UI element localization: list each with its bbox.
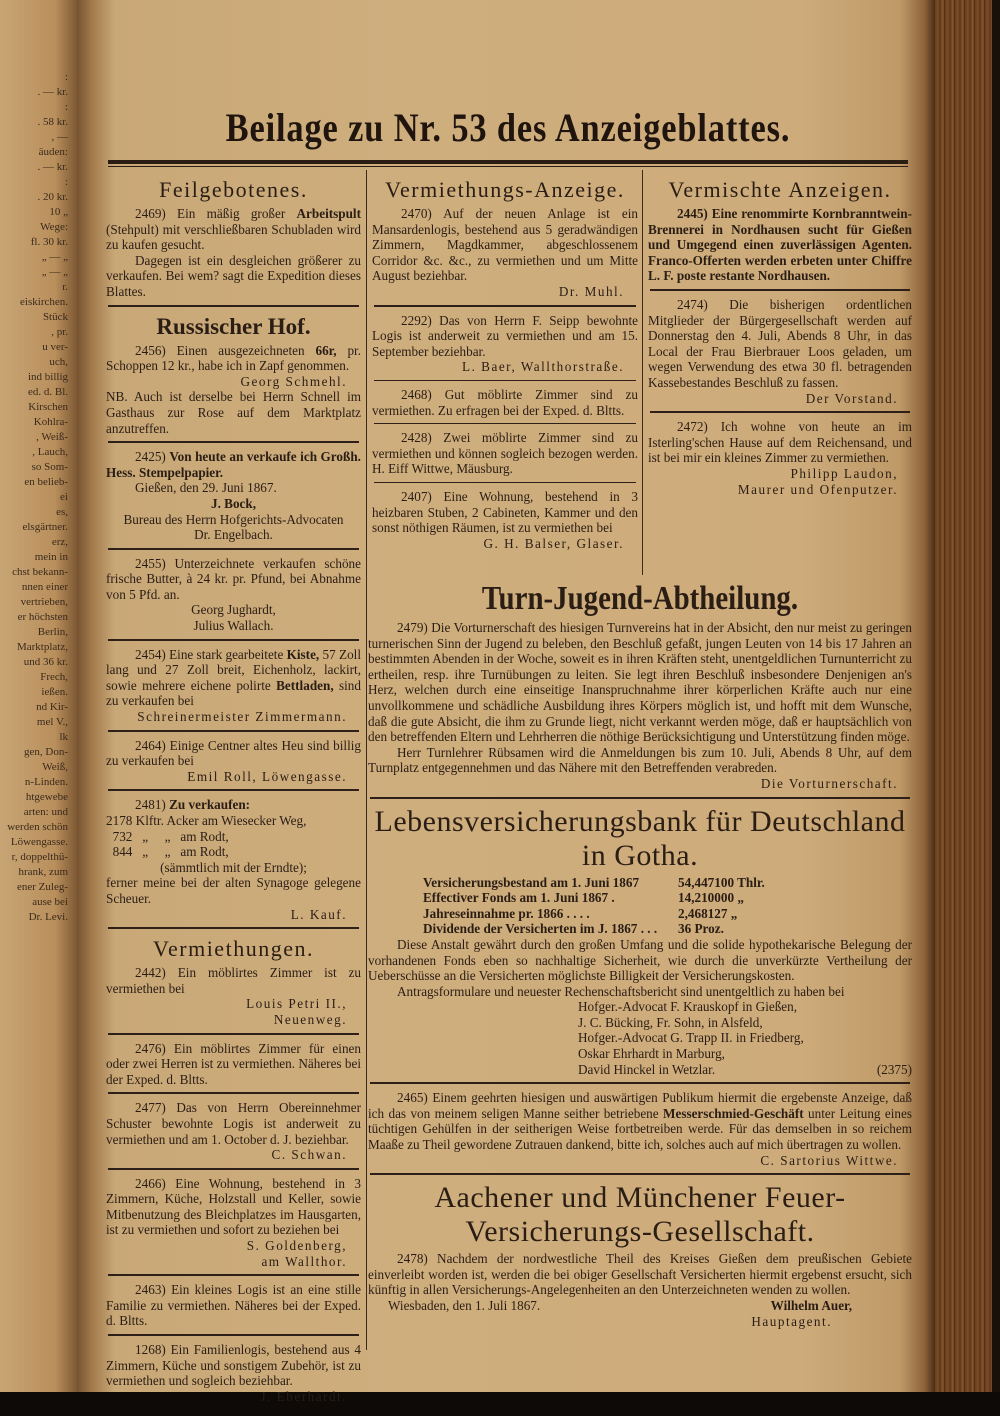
text-run: Gießen, den 29. Juni 1867.	[135, 480, 277, 496]
margin-fragment: er höchsten	[17, 611, 68, 623]
bold-text: Arbeitspult	[296, 206, 361, 221]
agent-line: Hofger.-Advocat F. Krauskopf in Gießen,	[578, 999, 798, 1015]
signature-line: G. H. Balser, Glaser.	[483, 535, 624, 551]
divider-rule	[108, 548, 359, 550]
advertisement	[372, 206, 638, 300]
advertisement	[372, 313, 638, 375]
margin-fragment: ener Zuleg-	[17, 881, 68, 893]
signature-line: Emil Roll, Löwengasse.	[187, 768, 347, 784]
table-row	[423, 921, 912, 937]
margin-fragment: :	[64, 71, 68, 83]
section-heading: Lebensversicherungsbank für Deutschland in Gotha.	[374, 804, 906, 872]
divider-rule	[108, 730, 359, 732]
text-run: 2477) Das von Herrn Obereinnehmer Schuster bewohnte Logis ist anderweit zu vermiethen und am 1. October d. J. beziehbar.	[106, 1100, 361, 1147]
divider-rule	[108, 639, 359, 641]
dateline: Wiesbaden, den 1. Juli 1867.	[388, 1298, 541, 1313]
ad-paragraph	[372, 489, 638, 536]
signature-line: Bureau des Herrn Hofgerichts-Advocaten	[123, 511, 344, 527]
advertisement	[106, 343, 361, 390]
column-divider	[366, 170, 367, 1350]
advertisement	[106, 1176, 361, 1270]
listing-line: 844 „ „ am Rodt,	[106, 844, 229, 860]
text-run: Herr Turnlehrer Rübsamen wird die Anmeldungen bis zum 10. Juli, Abends 8 Uhr, auf dem Turnplatz entgegennehmen und das Nähere mit den Betreffenden verabreden.	[368, 744, 912, 776]
margin-fragment: Frech,	[40, 671, 68, 683]
text-run: pr. Schoppen 12 kr., habe ich in Zapf genommen.	[106, 342, 361, 374]
signature-line: Die Vorturnerschaft.	[760, 775, 898, 791]
table-value: 2,468127 „	[678, 905, 738, 921]
reference-number: (2375)	[876, 1061, 912, 1077]
margin-fragment: es,	[56, 506, 68, 518]
divider-rule	[108, 1274, 359, 1276]
advertisement	[106, 738, 361, 785]
ad-paragraph	[106, 738, 361, 769]
margin-fragment: , Weiß-	[36, 431, 68, 443]
signature-line: Der Vorstand.	[805, 390, 898, 406]
ad-paragraph	[368, 745, 912, 776]
title-rule-thin	[108, 166, 908, 167]
signature-line: J. Eberhardt.	[260, 1388, 347, 1404]
table-label: Jahreseinnahme pr. 1866 . . . .	[423, 905, 590, 921]
section-heading: Vermiethungen.	[153, 936, 314, 962]
signature-line: Georg Jughardt,	[191, 602, 276, 618]
agent-line: J. C. Bücking, Fr. Sohn, in Alsfeld,	[578, 1014, 763, 1030]
signature-line: Neuenweg.	[273, 1011, 347, 1027]
margin-fragment: äuden:	[38, 146, 68, 158]
text-run: 2465) Einem geehrten hiesigen und auswärtigen Publikum hiermit die ergebenste Anzeige, daß ich das von meinem seligen Manne seither betriebene	[368, 1090, 912, 1121]
margin-fragment: uch,	[49, 356, 68, 368]
figures-table	[423, 875, 912, 937]
table-label: Versicherungsbestand am 1. Juni 1867	[423, 874, 640, 890]
ad-paragraph	[106, 647, 361, 709]
margin-fragment: ei	[60, 491, 68, 503]
wide-section	[368, 580, 912, 1329]
ad-paragraph	[106, 389, 361, 436]
divider-rule	[370, 1082, 910, 1084]
signature-line: Louis Petri II.,	[246, 996, 347, 1012]
divider-rule	[108, 1168, 359, 1170]
section-heading: Feilgebotenes.	[159, 177, 308, 202]
ad-paragraph	[106, 1176, 361, 1238]
divider-rule	[108, 305, 359, 307]
dateline-row	[368, 1298, 912, 1314]
listing-line: (sämmtlich mit der Erndte);	[160, 859, 307, 875]
text-run: 2470) Auf der neuen Anlage ist ein Mansardenlogis, bestehend aus 5 geradwändigen Zimmern, Magdkammer, abgeschlossenem Corridor &c. &c., zu vermiethen und um Mitte August beziehbar.	[372, 206, 638, 284]
margin-fragment: und 36 kr.	[23, 656, 68, 668]
text-run: 2425)	[135, 449, 170, 465]
advertisement	[106, 1282, 361, 1329]
margin-fragment: vertrieben,	[20, 596, 68, 608]
text-run: 1268) Ein Familienlogis, bestehend aus 4 Zimmern, Küche und sonstigem Zubehör, ist zu vermiethen und sogleich beziehbar.	[106, 1342, 361, 1389]
page-title: Beilage zu Nr. 53 des Anzeigeblattes.	[225, 105, 791, 150]
divider-rule	[650, 289, 910, 291]
table-value: 54,447100 Thlr.	[678, 874, 765, 890]
margin-fragment: Marktplatz,	[16, 641, 68, 653]
advertisement	[648, 419, 912, 497]
divider-rule	[108, 789, 359, 791]
margin-fragment: nnen einer	[21, 581, 68, 593]
margin-fragment: ind billig	[27, 371, 68, 383]
margin-fragment: „ — „	[41, 251, 68, 263]
advertisement	[368, 620, 912, 792]
table-row	[423, 875, 912, 891]
signature-line: L. Baer, Wallthorstraße.	[462, 359, 624, 375]
advertisement	[106, 1342, 361, 1404]
margin-fragment: 10 „	[49, 206, 68, 218]
margin-fragment: , pr.	[51, 326, 68, 338]
text-run: unter Leitung eines tüchtigen Gehülfen in der seitherigen Weise fortbetreiben werde. Für das demselben in so reichem Maaße zu Theil gewordene Zutrauen dankend, bitte ich, solches auch auf mich übertragen zu wollen.	[368, 1105, 912, 1153]
ad-paragraph	[648, 419, 912, 466]
text-run: sind zu verkaufen bei	[106, 677, 361, 709]
signature-line: S. Goldenberg,	[246, 1238, 347, 1254]
listing-line: 2178 Klftr. Acker am Wiesecker Weg,	[106, 813, 307, 828]
margin-fragment: Kirschen	[28, 401, 68, 413]
title-rule	[108, 160, 908, 164]
text-run: 2454) Eine stark gearbeitete	[135, 646, 287, 662]
signature-line: Dr. Engelbach.	[194, 527, 273, 543]
ad-paragraph	[106, 1342, 361, 1389]
ad-paragraph	[106, 1041, 361, 1088]
signature-line: Philipp Laudon,	[790, 465, 898, 481]
advertisement	[368, 1090, 912, 1168]
text-run: 2292) Das von Herrn F. Seipp bewohnte Logis ist anderweit zu vermiethen und am 15. September beziehbar.	[372, 312, 638, 359]
divider-rule	[374, 423, 636, 424]
margin-fragment: mel V.,	[36, 716, 68, 728]
signature-line: L. Kauf.	[290, 906, 347, 922]
signature-line: Maurer und Ofenputzer.	[737, 481, 898, 497]
ad-paragraph	[106, 206, 361, 253]
section-heading: Vermischte Anzeigen.	[668, 177, 892, 202]
margin-fragment: Wege:	[40, 221, 68, 233]
margin-fragment: lk	[59, 731, 68, 743]
margin-fragment: en belieb-	[24, 476, 68, 488]
ad-paragraph	[106, 1100, 361, 1147]
margin-fragment: eiskirchen.	[20, 296, 68, 308]
table-row	[423, 890, 912, 906]
text-run: 2479) Die Vorturnerschaft des hiesigen Turnvereins hat in der Absicht, den nur meist zu geringen turnerischen Sinn der Jugend zu beleben, den Beschluß gefaßt, jungen Leuten von 14 bis 17 Jahren an bestimmten Abenden in der Woche, soweit es in ihren Kräften steht, unentgeldlichen Turnunterricht zu ertheilen, resp. ihre Turnübungen zu leiten. Sie legt ihren Beschluß insbesondere Denjenigen an's Herz, welchen durch eine einseitige Inanspruchnahme ihrer körperlichen Kräfte auch nur eine unvollkommene und schädliche Ausbildung ihres Körpers möglich ist, und hofft mit dem Wunsche, daß die gute Absicht, die ihm zu Grunde liegt, nicht verkannt werden möge, daß er hauptsächlich von den betreffenden Eltern und Lehrherren die nöthige Berücksichtigung und Unterstützung finden möge.	[368, 620, 912, 745]
advertisement	[372, 489, 638, 551]
signature-line: C. Schwan.	[271, 1147, 347, 1163]
agent-line: David Hinckel in Wetzlar.	[578, 1061, 716, 1077]
ad-paragraph	[648, 206, 912, 284]
table-label: Dividende der Versicherten im J. 1867 . . .	[423, 921, 658, 937]
text-run: 2469) Ein mäßig großer	[135, 206, 297, 221]
advertisement	[648, 297, 912, 406]
divider-rule	[108, 441, 359, 443]
facing-page-fragments	[0, 70, 68, 925]
text-run: Dagegen ist ein desgleichen größerer zu verkaufen. Bei wem? sagt die Expedition dieses Blattes.	[106, 252, 361, 299]
signature-line: Dr. Muhl.	[558, 283, 624, 299]
table-value: 14,210000 „	[678, 890, 744, 906]
text-run: 2481)	[135, 797, 170, 813]
margin-fragment: chst bekann-	[12, 566, 68, 578]
divider-rule	[370, 797, 910, 799]
signature-title: Hauptagent.	[751, 1313, 832, 1329]
ad-paragraph	[106, 875, 361, 906]
margin-fragment: mein in	[34, 551, 68, 563]
ad-paragraph	[106, 556, 361, 603]
text-run: Antragsformulare und neuester Rechenschaftsbericht sind unentgeltlich zu haben bei	[397, 983, 845, 999]
advertisement	[368, 1251, 912, 1329]
margin-fragment: , —	[51, 131, 68, 143]
text-run: ferner meine bei der alten Synagoge gelegene Scheuer.	[106, 875, 361, 906]
margin-fragment: hrank, zum	[18, 866, 68, 878]
advertisement	[106, 965, 361, 1027]
divider-rule	[650, 411, 910, 413]
divider-rule	[374, 482, 636, 483]
margin-fragment: :	[64, 101, 68, 113]
table-row	[423, 906, 912, 922]
margin-fragment: Stück	[42, 311, 68, 323]
margin-fragment: Dr. Levi.	[28, 911, 68, 923]
ad-paragraph	[106, 343, 361, 374]
ad-paragraph	[106, 253, 361, 300]
ad-paragraph	[106, 449, 361, 480]
text-run: 2456) Einen ausgezeichneten	[135, 342, 316, 358]
agent-line: Oskar Ehrhardt in Marburg,	[578, 1046, 725, 1062]
margin-fragment: . 58 kr.	[37, 116, 68, 128]
section-heading: Russischer Hof.	[156, 313, 311, 339]
divider-rule	[108, 1334, 359, 1336]
advertisement	[106, 449, 361, 543]
ad-listing	[106, 813, 361, 875]
divider-rule	[370, 1173, 910, 1175]
text-run: NB. Auch ist derselbe bei Herrn Schnell im Gasthaus zur Rose auf dem Marktplatz anzutreffen.	[106, 389, 361, 436]
table-label: Effectiver Fonds am 1. Juni 1867 .	[423, 890, 615, 906]
margin-fragment: Löwengasse.	[10, 836, 68, 848]
bold-text: 2445) Eine renommirte Kornbranntwein-Brennerei in Nordhausen sucht für Gießen und Umgegend einen zuverlässigen Agenten. Franco-Offerten werden erbeten unter Chiffre L. F. poste restante Nordhausen.	[648, 206, 912, 284]
agent-line: Hofger.-Advocat G. Trapp II. in Friedberg,	[578, 1030, 804, 1046]
text-run: 2455) Unterzeichnete verkaufen schöne frische Butter, à 24 kr. pr. Pfund, bei Abnahme von 5 Pfd. an.	[106, 555, 361, 602]
margin-fragment: elsgärtner.	[22, 521, 68, 533]
bold-text: Kiste,	[286, 646, 320, 662]
bold-text: Bettladen,	[276, 677, 334, 693]
advertisement	[106, 556, 361, 634]
margin-fragment: . — kr.	[37, 161, 68, 173]
signature-line: J. Bock,	[210, 495, 257, 511]
ad-paragraph	[106, 1282, 361, 1329]
advertisement	[368, 937, 912, 1077]
column-1	[106, 174, 361, 1404]
ad-paragraph	[372, 387, 638, 418]
text-run: Diese Anstalt gewährt durch den großen Umfang und die solide hypothekarische Belegung der vorhandenen Fonds eben so nachhaltige Sicherheit, wie durch die unverkürzte Vertheilung der Ueberschüsse an die Versicherten möglichste Billigkeit der Versicherungskosten.	[368, 936, 912, 984]
agent-row	[578, 1062, 912, 1078]
divider-rule	[108, 1092, 359, 1094]
ad-paragraph	[648, 297, 912, 391]
ad-paragraph	[368, 937, 912, 984]
advertisement	[648, 206, 912, 284]
text-run: 2463) Ein kleines Logis ist an eine stille Familie zu vermiethen. Näheres bei der Exped. d. Bltts.	[106, 1282, 361, 1329]
advertisement	[106, 389, 361, 436]
text-run: 2474) Die bisherigen ordentlichen Mitglieder der Bürgergesellschaft werden auf Donnerstag den 4. Juli, Abends 8 Uhr, in das Local der Frau Bierbrauer Loos geladen, um wegen Verwendung des etwa 30 fl. betragenden Kassebestandes Beschluß zu fassen.	[648, 296, 912, 390]
ad-paragraph	[372, 430, 638, 477]
margin-fragment: u ver-	[42, 341, 68, 353]
margin-fragment: nd Kir-	[36, 701, 68, 713]
margin-fragment: ause bei	[32, 896, 68, 908]
section-heading: Vermiethungs-Anzeige.	[385, 177, 625, 202]
text-run: 2466) Eine Wohnung, bestehend in 3 Zimmern, Küche, Holzstall und Keller, sowie Mitbenutzung des Bleichplatzes im Hausgarten, ist zu vermiethen und sofort zu beziehen bei	[106, 1175, 361, 1238]
margin-fragment: :	[64, 176, 68, 188]
text-run: 2464) Einige Centner altes Heu sind billig zu verkaufen bei	[106, 737, 361, 769]
signature-line: Julius Wallach.	[193, 618, 274, 634]
column-3	[648, 174, 912, 497]
bold-text: Messerschmied-Geschäft	[663, 1105, 804, 1121]
signature-name: Wilhelm Auer,	[770, 1298, 852, 1313]
agent-list	[578, 999, 912, 1077]
margin-fragment: r.	[62, 281, 68, 293]
margin-fragment: Weiß,	[42, 761, 68, 773]
text-run: 2442) Ein möblirtes Zimmer ist zu vermiethen bei	[106, 965, 361, 996]
margin-fragment: Berlin,	[37, 626, 68, 638]
margin-fragment: n-Linden.	[24, 776, 68, 788]
margin-fragment: arten: und	[23, 806, 68, 818]
ad-paragraph	[368, 620, 912, 745]
divider-rule	[374, 380, 636, 381]
divider-rule	[374, 305, 636, 307]
bold-text: 66r,	[315, 342, 337, 358]
column-divider	[642, 170, 643, 575]
margin-fragment: erz,	[51, 536, 68, 548]
column-2	[372, 174, 638, 551]
advertisement	[372, 387, 638, 418]
margin-fragment: . 20 kr.	[37, 191, 68, 203]
advertisement	[106, 1041, 361, 1088]
text-run: 2428) Zwei möblirte Zimmer sind zu vermiethen und können sogleich bezogen werden. H. Eiff Wittwe, Mäusburg.	[372, 430, 638, 477]
margin-fragment: ed. d. Bl.	[27, 386, 68, 398]
ad-paragraph	[368, 1090, 912, 1152]
text-run: 2468) Gut möblirte Zimmer sind zu vermiethen. Zu erfragen bei der Exped. d. Bltts.	[372, 386, 638, 418]
signature-line: Schreinermeister Zimmermann.	[137, 709, 347, 725]
margin-fragment: fl. 30 kr.	[30, 236, 68, 248]
section-heading: Aachener und Münchener Feuer-Versicherungs-Gesellschaft.	[434, 1181, 846, 1249]
margin-fragment: „ — „	[41, 266, 68, 278]
ad-paragraph	[106, 965, 361, 996]
margin-fragment: , Lauch,	[32, 446, 68, 458]
bold-text: Von heute an verkaufe ich Großh. Hess. Stempelpapier.	[106, 449, 361, 480]
margin-fragment: htgewebe	[25, 791, 68, 803]
signature-line: am Wallthor.	[261, 1253, 347, 1269]
margin-fragment: ießen.	[41, 686, 68, 698]
margin-fragment: gen, Don-	[24, 746, 68, 758]
advertisement	[106, 1100, 361, 1162]
advertisement	[106, 206, 361, 300]
margin-fragment: so Som-	[31, 461, 68, 473]
ad-paragraph	[106, 480, 361, 496]
advertisement	[106, 797, 361, 922]
text-run: 2476) Ein möblirtes Zimmer für einen oder zwei Herren ist zu vermiethen. Näheres bei der Exped. d. Bltts.	[106, 1040, 361, 1087]
margin-fragment: r, doppelthü-	[11, 851, 68, 863]
divider-rule	[108, 1033, 359, 1035]
text-run: 57 Zoll lang und 27 Zoll breit, Eichenholz, lackirt, sowie mehrere eichene polirte	[106, 646, 361, 693]
advertisement	[372, 430, 638, 477]
margin-fragment: . — kr.	[37, 86, 68, 98]
signature-line: Georg Schmehl.	[240, 373, 347, 389]
signature-line: C. Sartorius Wittwe.	[760, 1152, 898, 1168]
ad-paragraph	[368, 1251, 912, 1298]
book-page-edges	[935, 0, 1000, 1400]
text-run: 2472) Ich wohne von heute an im Isterling'schen Hause auf dem Reichensand, und ist bei mir ein kleines Zimmer zu vermiethen.	[648, 419, 912, 466]
text-run: (Stehpult) mit verschließbaren Schubladen wird zu kaufen gesucht.	[106, 221, 361, 253]
divider-rule	[108, 927, 359, 929]
ad-paragraph	[368, 984, 912, 1000]
listing-line: 732 „ „ am Rodt,	[106, 828, 229, 844]
section-heading: Turn-Jugend-Abtheilung.	[481, 580, 799, 617]
margin-fragment: Kohlra-	[33, 416, 68, 428]
text-run: 2478) Nachdem der nordwestliche Theil des Kreises Gießen dem preußischen Gebiete einverleibt worden ist, werden die bei obiger Gesellschaft Versicherten hiermit ergebenst ersucht, sich künftig in allen Versicherungs-Angelegenheiten an den Unterzeichneten wenden zu wollen.	[368, 1251, 912, 1298]
advertisement	[106, 647, 361, 725]
table-value: 36 Proz.	[678, 921, 724, 937]
margin-fragment: werden schön	[7, 821, 68, 833]
ad-paragraph	[372, 313, 638, 360]
bold-text: Zu verkaufen:	[169, 797, 251, 813]
text-run: 2407) Eine Wohnung, bestehend in 3 heizbaren Stuben, 2 Cabineten, Kammer und den sonst nöthigen Räumen, ist zu vermiethen bei	[372, 488, 638, 536]
ad-paragraph	[372, 206, 638, 284]
ad-paragraph	[106, 797, 361, 813]
